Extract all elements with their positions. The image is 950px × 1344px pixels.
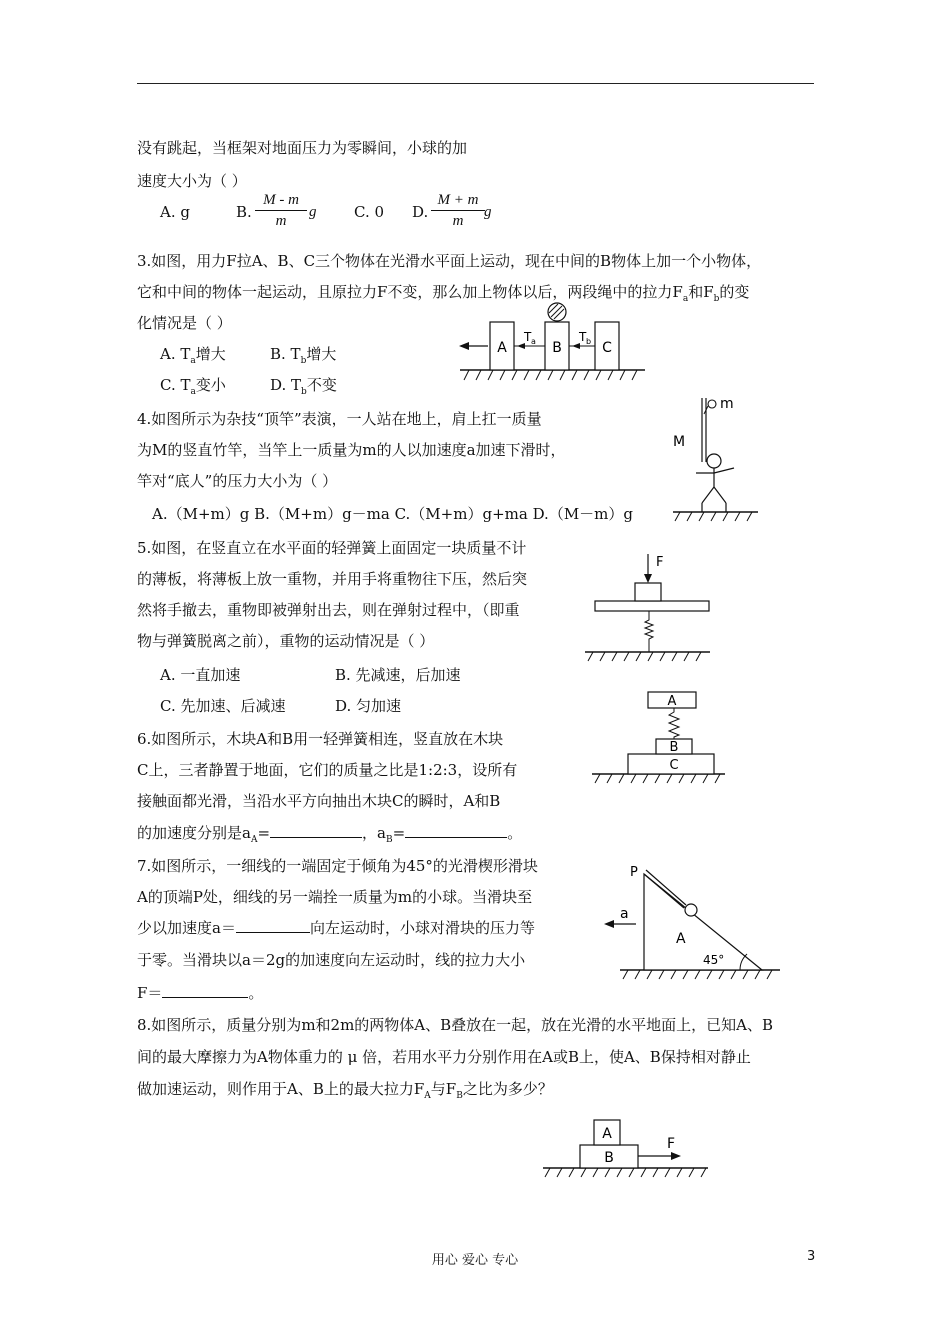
q7-label-angle: 45° [703, 953, 725, 967]
q2-option-d-denominator: m [452, 213, 464, 229]
q7-blank-tension[interactable] [162, 983, 248, 998]
q3-figure-blocks [455, 295, 655, 385]
page-number: 3 [807, 1249, 816, 1264]
q5-figure-spring-plate [585, 550, 720, 665]
q3-label-a: A [497, 340, 507, 356]
q6-figure-stacked-blocks [590, 688, 735, 793]
q8-line2: 间的最大摩擦力为A物体重力的 μ 倍，若用水平力分别作用在A或B上，使A、B保持相对静止 [137, 1048, 751, 1066]
q8-label-f: F [667, 1136, 676, 1152]
footer-text: 用心 爱心 专心 [431, 1253, 519, 1268]
q7-figure-wedge [600, 860, 790, 985]
svg-text:a: a [531, 337, 536, 346]
q4-options: A.（M+m）g B.（M+m）g－ma C.（M+m）g+ma D.（M－m）g [152, 505, 634, 523]
q8-figure-stacked-blocks [538, 1115, 713, 1185]
q3-line3: 化情况是（ ） [137, 314, 232, 332]
q7-line3: 少以加速度a＝ 向左运动时，小球对滑块的压力等 [137, 919, 535, 937]
q5-weight [635, 583, 661, 601]
q5-label-f: F [656, 555, 664, 570]
q3-option-a: A. $T_a$增大 [160, 345, 226, 366]
q2-option-d-g: g [484, 204, 492, 220]
q5-force-arrow [644, 574, 652, 583]
q5-plate [595, 601, 709, 611]
svg-text:b: b [586, 337, 592, 346]
q7-line2: A的顶端P处，细线的另一端拴一质量为m的小球。当滑块至 [137, 888, 533, 906]
q2-option-b-numerator: M - m [263, 192, 299, 208]
q7-label-wedge: A [676, 931, 686, 947]
q7-line5: F＝ 。 [137, 984, 264, 1002]
q7-blank-acceleration[interactable] [236, 918, 310, 933]
q5-option-b: B. 先减速，后加速 [335, 666, 461, 684]
q6-label-b: B [669, 740, 679, 755]
q5-option-d: D. 匀加速 [335, 697, 402, 715]
q7-line4: 于零。当滑块以a＝2g的加速度向左运动时，线的拉力大小 [137, 951, 526, 969]
q8-label-b: B [604, 1150, 614, 1166]
q6-line3: 接触面都光滑，当沿水平方向抽出木块C的瞬时，A和B [137, 792, 501, 810]
q4-line3: 竿对“底人”的压力大小为（ ） [137, 472, 338, 490]
q2-option-a: A. g [160, 203, 190, 221]
q5-option-a: A. 一直加速 [160, 666, 241, 684]
q6-label-a: A [667, 694, 677, 709]
q6-line4: 的加速度分别是$a_A=$ ，$a_B=$ 。 [137, 824, 523, 845]
q3-line2: 它和中间的物体一起运动，且原拉力F不变，那么加上物体以后，两段绳中的拉力$F_a$和$F_b$的变 [137, 283, 750, 304]
q3-line1: 3.如图，用力F拉A、B、C三个物体在光滑水平面上运动，现在中间的B物体上加一个小物体， [137, 252, 762, 270]
q3-option-d: D. $T_b$不变 [270, 376, 337, 397]
q2-option-d-numerator: M + m [437, 192, 479, 208]
q6-line1: 6.如图所示，木块A和B用一轻弹簧相连，竖直放在木块 [137, 730, 504, 748]
q2-option-b-fraction [255, 191, 307, 230]
q2-option-b-label: B. [236, 203, 252, 221]
q3-option-c: C. $T_a$变小 [160, 376, 226, 397]
q3-label-tb: T [579, 330, 587, 344]
q2-option-d-label: D. [412, 203, 429, 221]
q8-line1: 8.如图所示，质量分别为m和2m的两物体A、B叠放在一起，放在光滑的水平地面上，已知A、B [137, 1016, 774, 1034]
q3-label-c: C [602, 340, 612, 356]
q6-blank-aA[interactable] [270, 823, 362, 838]
q2-option-d-fraction [431, 191, 485, 230]
header-rule [137, 83, 814, 84]
q3-force-arrow [459, 342, 469, 350]
q4-figure-pole-act [668, 390, 768, 525]
q5-line2: 的薄板，将薄板上放一重物，并用手将重物往下压，然后突 [137, 570, 528, 588]
q4-top-person-head [708, 400, 716, 408]
q5-line4: 物与弹簧脱离之前），重物的运动情况是（ ） [137, 632, 435, 650]
q2-option-c: C. 0 [354, 203, 385, 221]
q2-line2: 速度大小为（ ） [137, 172, 247, 190]
q5-line3: 然将手撤去，重物即被弹射出去，则在弹射过程中，（即重 [137, 601, 520, 619]
q8-line3: 做加速运动，则作用于A、B上的最大拉力$F_A$与$F_B$之比为多少？ [137, 1080, 553, 1101]
q4-line2: 为M的竖直竹竿，当竿上一质量为m的人以加速度a加速下滑时， [137, 441, 566, 459]
q2-option-b-denominator: m [275, 213, 287, 229]
q7-label-a: a [620, 906, 629, 922]
q5-line1: 5.如图，在竖直立在水平面的轻弹簧上面固定一块质量不计 [137, 539, 527, 557]
q5-option-c: C. 先加速、后减速 [160, 697, 286, 715]
q7-accel-arrow [604, 920, 614, 928]
q8-force-arrow [671, 1152, 681, 1160]
q4-line1: 4.如图所示为杂技“顶竿”表演，一人站在地上，肩上扛一质量 [137, 410, 542, 428]
q3-option-b: B. $T_b$增大 [270, 345, 337, 366]
q7-ball [685, 904, 697, 916]
q6-blank-aB[interactable] [405, 823, 507, 838]
q3-label-b: B [552, 340, 562, 356]
q4-base-person-head [707, 454, 721, 468]
q6-line2: C上，三者静置于地面，它们的质量之比是1:2:3，设所有 [137, 761, 518, 779]
q3-label-ta: T [524, 330, 532, 344]
q6-label-c: C [669, 758, 679, 773]
q2-option-b-g: g [309, 204, 317, 220]
q7-label-p: P [630, 865, 638, 880]
q7-line1: 7.如图所示，一细线的一端固定于倾角为45°的光滑楔形滑块 [137, 857, 538, 875]
q5-spring [645, 611, 653, 652]
q6-spring [669, 708, 679, 739]
q4-label-m: m [720, 396, 734, 412]
q2-line1: 没有跳起，当框架对地面压力为零瞬间，小球的加 [137, 139, 468, 157]
q8-label-a: A [602, 1126, 612, 1142]
q4-label-M: M [673, 434, 686, 450]
